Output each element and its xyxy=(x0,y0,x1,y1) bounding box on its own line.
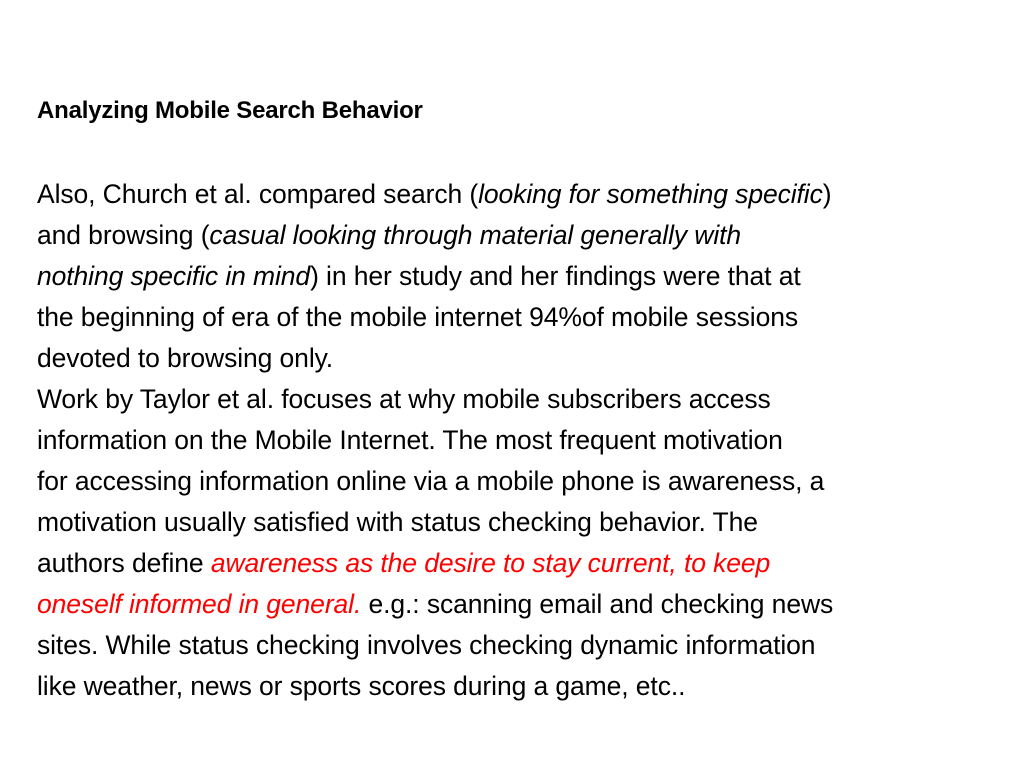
text-run: e.g.: scanning email and checking news xyxy=(361,589,834,619)
highlighted-definition-awareness-cont: oneself informed in general. xyxy=(37,589,362,619)
text-line: Work by Taylor et al. focuses at why mobile subscribers access xyxy=(37,384,771,414)
italic-definition-browsing-cont: nothing specific in mind xyxy=(37,261,311,291)
text-line: devoted to browsing only. xyxy=(37,343,334,373)
text-line: for accessing information online via a mobile phone is awareness, a xyxy=(37,466,825,496)
text-line xyxy=(37,584,997,625)
text-line xyxy=(37,543,997,584)
paragraph-church xyxy=(37,174,997,379)
highlighted-definition-awareness: awareness as the desire to stay current, to keep xyxy=(210,548,771,578)
text-run: ) xyxy=(822,179,832,209)
text-run: Also, Church et al. compared search ( xyxy=(37,179,479,209)
text-line: information on the Mobile Internet. The most frequent motivation xyxy=(37,425,783,455)
text-line: motivation usually satisfied with status checking behavior. The xyxy=(37,507,758,537)
text-line: sites. While status checking involves checking dynamic information xyxy=(37,630,816,660)
text-line: the beginning of era of the mobile internet 94%of mobile sessions xyxy=(37,302,799,332)
text-line: like weather, news or sports scores during a game, etc.. xyxy=(37,671,686,701)
text-run: ) in her study and her findings were that at xyxy=(310,261,801,291)
text-run: authors define xyxy=(37,548,211,578)
slide-title: Analyzing Mobile Search Behavior xyxy=(37,97,423,124)
text-line xyxy=(37,174,997,215)
italic-definition-search: looking for something specific xyxy=(478,179,823,209)
paragraph-taylor xyxy=(37,379,997,707)
title-spacer xyxy=(37,130,997,174)
slide-content xyxy=(37,92,997,707)
text-line xyxy=(37,256,997,297)
text-line xyxy=(37,215,997,256)
text-run: and browsing ( xyxy=(37,220,210,250)
italic-definition-browsing: casual looking through material generally with xyxy=(209,220,742,250)
